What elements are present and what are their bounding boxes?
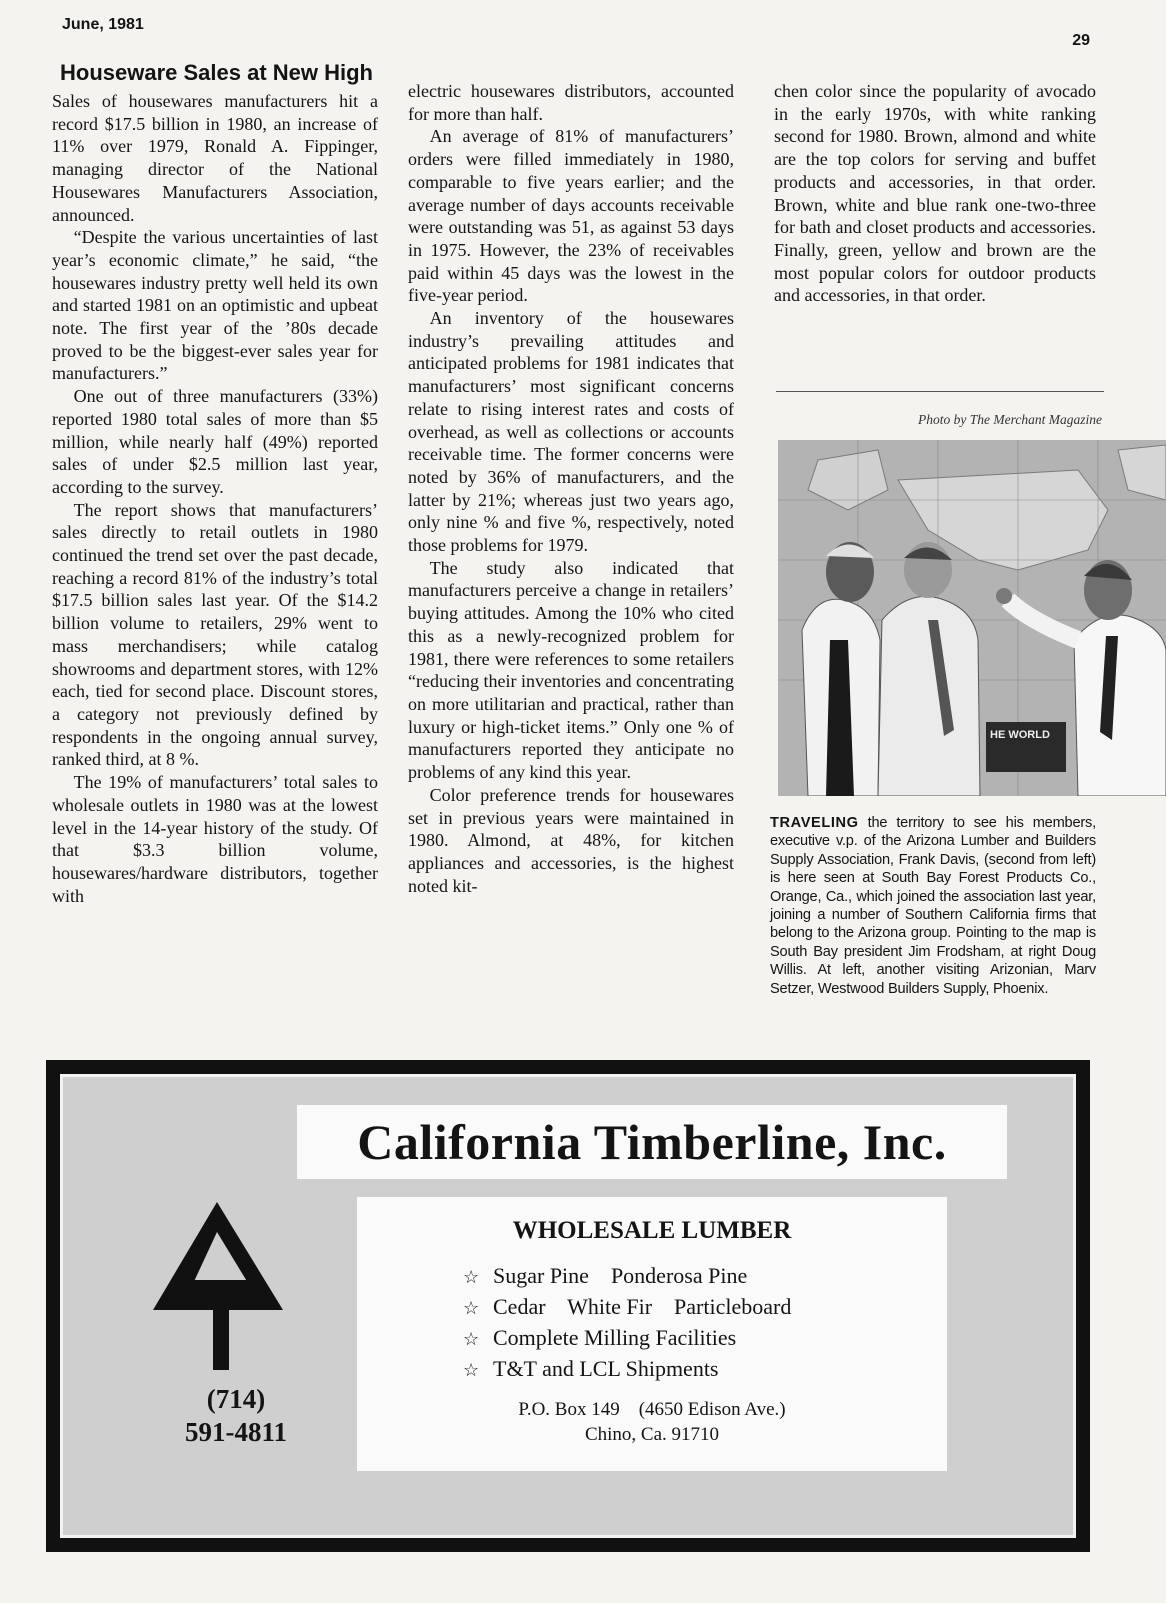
article-paragraph: “Despite the various uncertainties of last year’s economic climate,” he said, “the housewares industry pretty well held its own and started 1981 on an optimistic and upbeat note. The first year of the ’80s decade proved to be the biggest-ever sales year for manufacturers.” bbox=[52, 227, 378, 384]
star-icon: ☆ bbox=[463, 1267, 480, 1287]
list-item-label: Complete Milling Facilities bbox=[493, 1325, 737, 1350]
ct-triangle-logo-icon bbox=[151, 1202, 291, 1377]
list-item-label: T&T and LCL Shipments bbox=[493, 1356, 719, 1381]
article-paragraph: Color preference trends for housewares set in previous years were maintained in 1980. Almond, at 48%, for kitchen appliances and accessories, is the highest noted kit- bbox=[408, 784, 734, 896]
article-paragraph: An average of 81% of manufacturers’ orders were filled immediately in 1980, comparable to five years earlier; and the average number of days accounts receivable were outstanding was 51, as against 53 days in 1975. However, the 23% of receivables paid within 45 days was the lowest in the five-year period. bbox=[408, 126, 734, 306]
article-headline: Houseware Sales at New High bbox=[60, 60, 373, 85]
list-item bbox=[463, 1323, 791, 1354]
article-paragraph: Sales of housewares manufacturers hit a record $17.5 billion in 1980, an increase of 11% over 1979, Ronald A. Fippinger, managing director of the National Housewares Manufacturers Association, announced. bbox=[52, 91, 378, 225]
article-paragraph: An inventory of the housewares industry’s prevailing attitudes and anticipated problems for 1981 indicates that manufacturers’ most significant concerns relate to rising interest rates and costs of overhead, as well as collections or accounts receivable time. The former concerns were noted by 36% of manufacturers, and the latter by 21%; whereas just two years ago, only nine % and five %, respectively, noted those problems for 1979. bbox=[408, 308, 734, 556]
ad-frame bbox=[60, 1074, 1076, 1538]
photo-credit: Photo by The Merchant Magazine bbox=[918, 412, 1102, 427]
news-photo bbox=[778, 440, 1166, 796]
map-label: HE WORLD bbox=[990, 729, 1050, 741]
ad-address-line-1: P.O. Box 149 (4650 Edison Ave.) bbox=[518, 1399, 786, 1420]
article-paragraph: electric housewares distributors, accounted for more than half. bbox=[408, 81, 734, 124]
list-item bbox=[463, 1261, 791, 1292]
article-paragraph: The study also indicated that manufacturers perceive a change in retailers’ buying attitudes. Among the 10% who cited this as a newly-recognized problem for 1981, there were references to some retailers “reducing their inventories and concentrating on more utilitarian and practical, rather than luxury or high-ticket items.” Only one % of manufacturers reported they anticipate no problems of any kind this year. bbox=[408, 557, 734, 783]
ad-info-panel bbox=[357, 1197, 947, 1471]
article-column-1 bbox=[52, 60, 378, 907]
list-item-label: Sugar Pine Ponderosa Pine bbox=[493, 1263, 748, 1288]
page-date: June, 1981 bbox=[62, 16, 144, 33]
article-paragraph: The 19% of manufacturers’ total sales to wholesale outlets in 1980 was at the lowest level in the 14-year history of the study. Of that $3.3 billion volume, housewares/hardware distributors, together with bbox=[52, 772, 378, 906]
caption-text: the territory to see his members, executive v.p. of the Arizona Lumber and Builders Supply Association, Frank Davis, (second from left) is here seen at South Bay Forest Products Co., Orange, Ca., which joined the association last year, joining a number of Southern California firms that belong to the Arizona group. Pointing to the map is South Bay president Jim Frodsham, at right Doug Willis. At left, another visiting Arizonian, Marv Setzer, Westwood Builders Supply, Phoenix. bbox=[770, 815, 1096, 997]
list-item-label: Cedar White Fir Particleboard bbox=[493, 1294, 792, 1319]
article-paragraph: One out of three manufacturers (33%) reported 1980 total sales of more than $5 million, while nearly half (49%) reported sales of under $2.5 million last year, according to the survey. bbox=[52, 386, 378, 497]
page-number: 29 bbox=[1072, 32, 1090, 49]
star-icon: ☆ bbox=[463, 1360, 480, 1380]
ad-phone-area-code: (714) bbox=[206, 1384, 266, 1414]
photo-caption bbox=[770, 814, 1096, 998]
list-item bbox=[463, 1354, 791, 1385]
ad-subtitle: WHOLESALE LUMBER bbox=[512, 1217, 792, 1244]
star-icon: ☆ bbox=[463, 1329, 480, 1349]
article-column-3 bbox=[774, 80, 1096, 307]
list-item bbox=[463, 1292, 791, 1323]
advertisement bbox=[46, 1060, 1090, 1552]
column-divider bbox=[776, 391, 1104, 392]
ad-product-list bbox=[463, 1261, 791, 1385]
ad-address bbox=[357, 1397, 947, 1447]
ad-phone-number: 591-4811 bbox=[184, 1417, 287, 1447]
article-paragraph: chen color since the popularity of avocado in the early 1970s, with white ranking second for 1980. Brown, almond and white are the top colors for serving and buffet products and accessories, in that order. Brown, white and blue rank one-two-three for bath and closet products and accessories. Finally, green, yellow and brown are the most popular colors for outdoor products and accessories, in that order. bbox=[774, 81, 1096, 306]
article-column-2 bbox=[408, 80, 734, 897]
star-icon: ☆ bbox=[463, 1298, 480, 1318]
ad-title-box bbox=[297, 1105, 1007, 1179]
ad-phone bbox=[133, 1383, 339, 1449]
caption-lead: TRAVELING bbox=[770, 815, 859, 831]
article-paragraph: The report shows that manufacturers’ sales directly to retail outlets in 1980 continued the trend set over the past decade, reaching a record 81% of the industry’s total $17.5 billion sales last year. Of the $14.2 billion volume to retailers, 29% went to mass merchandisers; while catalog showrooms and department stores, with 12% each, tied for second place. Discount stores, a category not previously defined by respondents in the ongoing annual survey, ranked third, at 8 %. bbox=[52, 499, 378, 770]
ad-address-line-2: Chino, Ca. 91710 bbox=[584, 1424, 720, 1445]
ad-company-name: California Timberline, Inc. bbox=[357, 1114, 947, 1170]
